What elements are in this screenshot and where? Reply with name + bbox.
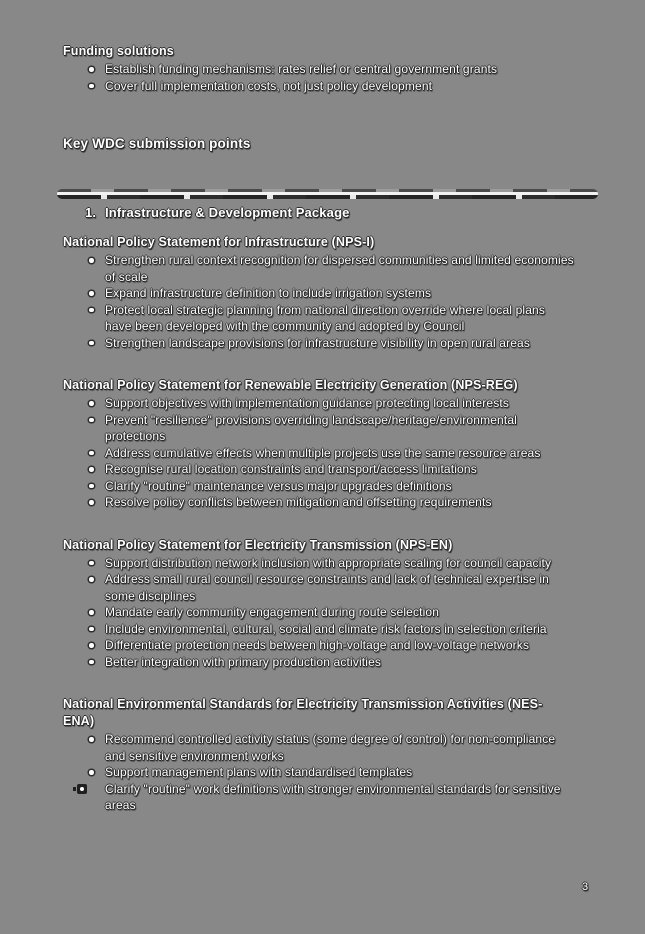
- numbered-heading-text: Infrastructure & Development Package: [105, 205, 350, 220]
- list-item: [63, 252, 575, 285]
- numbered-heading-number: 1.: [85, 205, 97, 220]
- list-item: [63, 461, 575, 478]
- bullet-icon: [89, 308, 94, 313]
- bullet-icon: [89, 67, 94, 72]
- bullet-text: Include environmental, cultural, social and climate risk factors in selection criteria: [105, 621, 547, 636]
- bullet-text: Clarify "routine" maintenance versus major upgrades definitions: [105, 478, 452, 493]
- list-item: [63, 335, 575, 352]
- funding-solutions-heading: Funding solutions: [63, 44, 174, 58]
- bullet-text: Resolve policy conflicts between mitigation and offsetting requirements: [105, 495, 492, 509]
- bullet-text: Establish funding mechanisms: rates relief or central government grants: [105, 62, 498, 76]
- section-nps-en: [63, 537, 605, 671]
- bullet-icon: [89, 500, 94, 505]
- list-item: [63, 395, 575, 412]
- bullet-icon: [89, 660, 94, 665]
- bullet-list: [63, 395, 605, 511]
- bullet-list: [63, 555, 605, 671]
- bullet-icon: [89, 610, 94, 615]
- list-item: [63, 494, 575, 511]
- bullet-text: Better integration with primary production activities: [105, 654, 382, 669]
- list-item: [63, 604, 575, 621]
- list-item: [63, 637, 575, 654]
- list-item: [63, 571, 575, 604]
- bullet-list: [63, 731, 605, 814]
- bullet-text: Support objectives with implementation guidance protecting local interests: [105, 396, 509, 410]
- page-title: Key WDC submission points: [63, 136, 251, 151]
- bullet-text: Recognise rural location constraints and transport/access limitations: [105, 462, 477, 476]
- list-item: [63, 412, 575, 445]
- bullet-icon: [89, 84, 94, 89]
- bullet-icon: [89, 401, 94, 406]
- list-item: [63, 445, 575, 462]
- bullet-icon: [89, 770, 94, 775]
- bullet-icon: [89, 258, 94, 263]
- bullet-icon: [89, 418, 94, 423]
- bullet-text: Differentiate protection needs between high-voltage and low-voltage networks: [105, 638, 530, 652]
- bullet-text: Clarify "routine" work definitions with stronger environmental standards for sensitive areas: [105, 781, 561, 812]
- bullet-text: Support management plans with standardised templates: [105, 765, 413, 779]
- bullet-icon: [89, 341, 94, 346]
- cursor-bullet-icon: [77, 784, 87, 794]
- bullet-list: [63, 252, 605, 351]
- page-number: 3: [582, 881, 589, 893]
- list-item: [63, 764, 575, 781]
- bullet-text: Recommend controlled activity status (some degree of control) for non-compliance and sensitive environment works: [105, 732, 556, 763]
- list-item: [63, 621, 575, 638]
- numbered-heading: [63, 204, 605, 222]
- list-item: [63, 61, 575, 78]
- list-item: [63, 781, 575, 814]
- bullet-text: Strengthen landscape provisions for infrastructure visibility in open rural areas: [105, 335, 531, 350]
- list-item: [63, 78, 575, 95]
- section-heading: National Policy Statement for Electricity Transmission (NPS-EN): [63, 537, 453, 552]
- list-item: [63, 302, 575, 335]
- section-heading: National Environmental Standards for Electricity Transmission Activities (NES-ENA): [63, 697, 543, 728]
- bullet-icon: [89, 467, 94, 472]
- bullet-icon: [89, 627, 94, 632]
- section-nes-ena: [63, 696, 605, 814]
- list-item: [63, 285, 575, 302]
- section-heading: National Policy Statement for Renewable Electricity Generation (NPS-REG): [63, 378, 518, 392]
- section-funding-solutions: [63, 43, 605, 94]
- list-item: [63, 478, 575, 495]
- bullet-icon: [89, 561, 94, 566]
- list-item: [63, 654, 575, 671]
- bullet-text: Strengthen rural context recognition for dispersed communities and limited economies of scale: [105, 253, 574, 284]
- bullet-icon: [89, 737, 94, 742]
- list-item: [63, 555, 575, 572]
- bullet-text: Cover full implementation costs, not just policy development: [105, 78, 433, 93]
- bullet-text: Protect local strategic planning from national direction override where local plans have been developed with the community and adopted by Council: [105, 302, 546, 333]
- section-heading: National Policy Statement for Infrastructure (NPS-I): [63, 235, 375, 249]
- bullet-text: Expand infrastructure definition to include irrigation systems: [105, 286, 432, 300]
- section-nps-reg: [63, 377, 605, 511]
- funding-solutions-list: [63, 61, 605, 94]
- bullet-icon: [89, 484, 94, 489]
- bullet-text: Address small rural council resource constraints and lack of technical expertise in some disciplines: [105, 572, 549, 603]
- bullet-icon: [89, 577, 94, 582]
- section-nps-i: [63, 234, 605, 351]
- list-item: [63, 731, 575, 764]
- bullet-icon: [89, 643, 94, 648]
- bullet-text: Mandate early community engagement during route selection: [105, 605, 440, 619]
- compressed-text-line: [57, 189, 598, 199]
- bullet-icon: [89, 451, 94, 456]
- bullet-text: Support distribution network inclusion with appropriate scaling for council capacity: [105, 555, 552, 570]
- bullet-text: Prevent "resilience" provisions overriding landscape/heritage/environmental protections: [105, 412, 517, 443]
- bullet-text: Address cumulative effects when multiple projects use the same resource areas: [105, 445, 541, 460]
- bullet-icon: [89, 291, 94, 296]
